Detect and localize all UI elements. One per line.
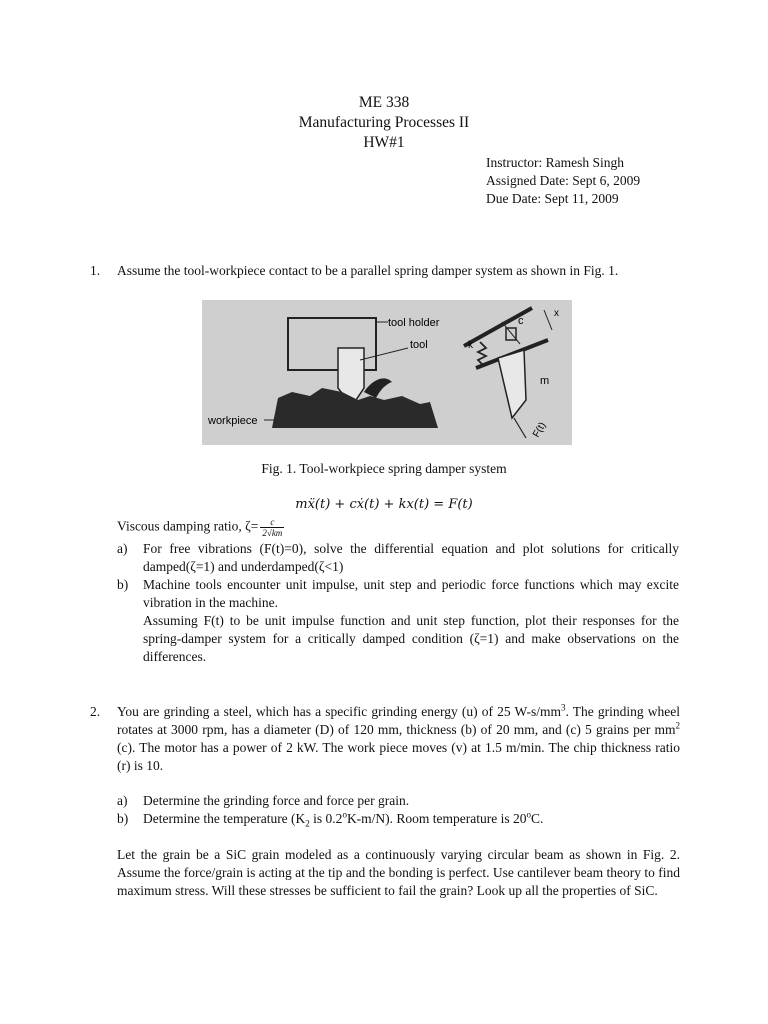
title-block [0,93,768,153]
label-m: m [540,375,550,387]
question-2a-text: Determine the grinding force and force per grain. [143,793,410,808]
label-c: c [518,315,524,327]
q2b-part-2: is 0.2 [309,811,343,826]
q2b-part-1: Determine the temperature (K [143,811,306,826]
q2b-part-3: K-m/N). Room temperature is 20 [346,811,527,826]
fraction-denominator: 2√km [262,528,283,538]
question-1-number: 1. [90,263,101,278]
label-force: F(t) [531,420,549,440]
question-1-text: Assume the tool-workpiece contact to be a parallel spring damper system as shown in Fig. 1. [117,263,619,278]
figure-1-drawing [202,300,572,445]
question-2-text [117,703,680,775]
homework-number: HW#1 [363,134,405,151]
figure-1 [202,300,572,445]
q2b-sup-2: o [526,809,532,820]
mass-tool-shape [498,350,526,418]
due-date-line: Due Date: Sept 11, 2009 [486,191,619,206]
question-1a-label: a) [117,541,128,556]
q2-text-part-2: . The grinding wheel rotates at 3000 rpm, has a diameter (D) of 120 mm, thickness (b) of 20 mm, and (c) 5 grains per mm [117,704,680,737]
fraction-numerator: c [270,517,275,527]
figure-1-caption: Fig. 1. Tool-workpiece spring damper system [261,461,507,476]
damping-ratio-label: Viscous damping ratio, ζ= [117,518,259,534]
question-1b-label: b) [117,577,129,592]
x-arrow [544,310,552,330]
instructor-line: Instructor: Ramesh Singh [486,155,624,170]
course-code: ME 338 [358,94,410,111]
assigned-date-line: Assigned Date: Sept 6, 2009 [486,173,641,188]
fixed-support [464,308,532,346]
label-tool-holder: tool holder [388,317,440,329]
label-tool: tool [410,339,428,351]
spring-symbol [478,342,486,366]
q2b-part-4: C. [531,811,544,826]
meta-block [486,154,640,208]
question-2-number: 2. [90,704,101,719]
q2b-sub: 2 [305,818,310,829]
label-k: k [468,340,473,351]
question-1b-text-1: Machine tools encounter unit impulse, unit step and periodic force functions which may excite vibration in the machine. [143,577,679,610]
label-workpiece: workpiece [208,415,258,427]
question-1b-text-2: Assuming F(t) to be unit impulse function and unit step function, plot their responses for the spring-damper system for a critically damped condition (ζ=1) and make observations on the differences. [143,613,679,664]
damping-ratio-fraction [260,517,284,538]
tool-leader [360,348,408,360]
chip-shape [364,378,392,398]
question-1a-text: For free vibrations (F(t)=0), solve the differential equation and plot solutions for critically damped(ζ=1) and underdamped(ζ<1) [143,541,679,574]
q2-text-part-3: (c). The motor has a power of 2 kW. The work piece moves (v) at 1.5 m/min. The chip thickness ratio (r) is 10. [117,740,680,773]
question-2a-label: a) [117,793,128,808]
damper-symbol [506,328,516,340]
question-2-paragraph: Let the grain be a SiC grain modeled as a continuously varying circular beam as shown in Fig. 2. Assume the force/grain is acting at the tip and the bonding is perfect. Use cantilever beam theory to find maximum stress. Will these stresses be sufficient to fail the grain? Look up all the properties of SiC. [117,847,680,898]
equation-of-motion: mẍ(t) + cẋ(t) + kx(t) = F(t) [295,497,473,512]
label-x: x [554,308,559,319]
q2b-sup-1: o [342,809,347,820]
q2-sup-2: 2 [675,720,680,731]
course-title: Manufacturing Processes II [298,114,470,131]
question-2b-label: b) [117,811,129,826]
damping-ratio [117,517,284,538]
force-arrow [514,418,526,438]
question-2b-text [143,810,679,828]
q2-text-part-1: You are grinding a steel, which has a specific grinding energy (u) of 25 W-s/mm [117,704,561,719]
q2-sup-1: 3 [561,702,566,713]
